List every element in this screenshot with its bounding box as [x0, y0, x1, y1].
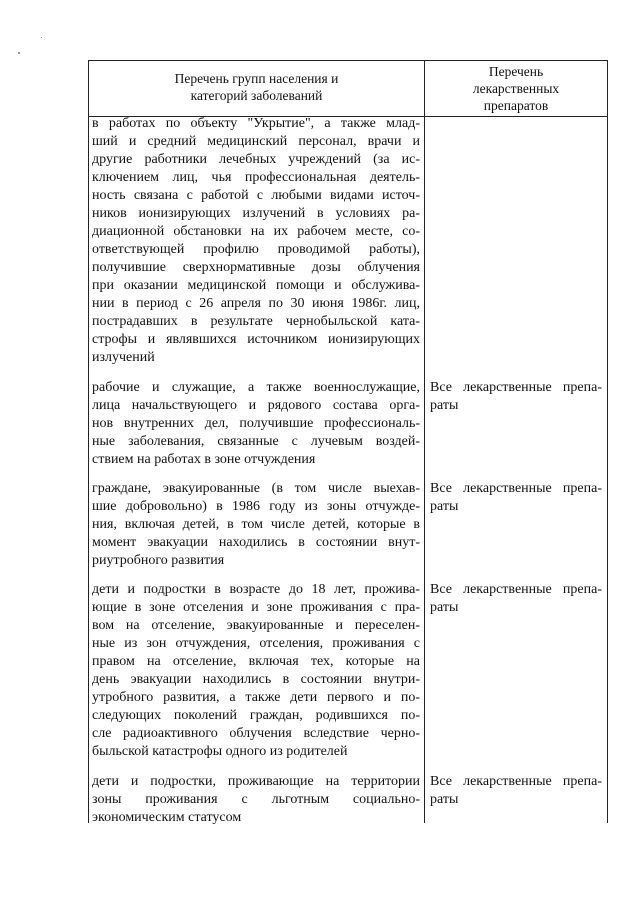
drug-text-line: Все лекарственные препа- — [430, 582, 602, 597]
header-col2-line: препаратов — [483, 98, 549, 113]
drug-text-line: Все лекарственные препа- — [430, 380, 602, 395]
drug-text-line: Все лекарственные препа- — [430, 774, 602, 789]
row-text-line: день эвакуации находились в состоянии внутри- — [92, 672, 420, 687]
header-col-drugs — [426, 63, 606, 114]
row-text-line: получившие сверхнормативные дозы облучения — [92, 260, 420, 275]
row-text-line: ность связана с работой с любыми видами источ- — [92, 188, 420, 203]
drug-text-line: раты — [430, 792, 459, 807]
row-text-line: диационной обстановки на их рабочем месте, со- — [92, 224, 420, 239]
row-text-line: лица начальствующего и рядового состава орга- — [92, 398, 420, 413]
row-text-line: вом на отселение, эвакуированные и переселен- — [92, 618, 420, 633]
drug-text-line: раты — [430, 600, 459, 615]
row-text-line: сле радиоактивного облучения вследствие черно- — [92, 726, 420, 741]
row-text-line: ные из зон отчуждения, отселения, проживания с — [92, 636, 420, 651]
row-text-line: утробного развития, а также дети первого и по- — [92, 690, 420, 705]
row-text-line: зоны проживания с льготным социально- — [92, 792, 420, 807]
row-text-line: ключением лиц, чья профессиональная деятель- — [92, 170, 420, 185]
row-text-line: нов внутренних дел, получившие профессиональ- — [92, 416, 420, 431]
row-text-line: следующих поколений граждан, родившихся по- — [92, 708, 420, 723]
row-text-line: экономическим статусом — [92, 810, 242, 825]
table-border-left — [88, 60, 89, 823]
row-text-line: дети и подростки, проживающие на территории — [92, 774, 420, 789]
row-text-line: при оказании медицинской помощи и обслужива- — [92, 278, 420, 293]
header-col2-line: Перечень — [488, 64, 544, 79]
row-text-line: в работах по объекту "Укрытие", а также млад- — [92, 116, 420, 131]
drug-text-line: раты — [430, 499, 459, 514]
row-text-line: рабочие и служащие, а также военнослужащие, — [92, 380, 420, 395]
header-col1-line: категорий заболеваний — [190, 88, 323, 103]
row-text-line: ния, включая детей, в том числе детей, которые в — [92, 517, 420, 532]
row-text-line: пострадавших в результате чернобыльской ката- — [92, 314, 420, 329]
row-text-line: ные заболевания, связанные с лучевым воздей- — [92, 434, 420, 449]
row-text-line: быльской катастрофы одного из родителей — [92, 744, 348, 759]
row-text-line: ший и средний медицинский персонал, врачи и — [92, 134, 420, 149]
row-text-line: риутробного развития — [92, 553, 225, 568]
row-text-line: нии в период с 26 апреля по 30 июня 1986г. лиц, — [92, 296, 420, 311]
row-text-line: шие добровольно) в 1986 году из зоны отчужде- — [92, 499, 420, 514]
table-column-divider — [424, 60, 425, 823]
row-text-line: дети и подростки в возрасте до 18 лет, прожива- — [92, 582, 420, 597]
row-text-line: ющие в зоне отселения и зоне проживания с пра- — [92, 600, 420, 615]
row-text-line: момент эвакуации находились в состоянии внут- — [92, 535, 420, 550]
row-text-line: ников ионизирующих излучений в условиях ра- — [92, 206, 420, 221]
row-text-line: ответствующей профилю проводимой работы), — [92, 242, 420, 257]
row-text-line: излучений — [92, 350, 155, 365]
header-col2-line: лекарственных — [472, 81, 560, 96]
drug-text-line: раты — [430, 398, 459, 413]
row-text-line: другие работники лечебных учреждений (за ис- — [92, 152, 420, 167]
header-col-population — [90, 70, 423, 104]
row-text-line: строфы и являвшихся источником ионизирующих — [92, 332, 420, 347]
scan-speck — [41, 37, 42, 38]
drug-text-line: Все лекарственные препа- — [430, 481, 602, 496]
row-text-line: граждане, эвакуированные (в том числе выехав- — [92, 481, 420, 496]
scan-speck — [18, 52, 20, 54]
row-text-line: ствием на работах в зоне отчуждения — [92, 452, 316, 467]
table-border-right — [607, 60, 608, 823]
table-border-top — [88, 60, 608, 61]
row-text-line: правом на отселение, включая тех, которые на — [92, 654, 420, 669]
header-col1-line: Перечень групп населения и — [174, 71, 339, 86]
